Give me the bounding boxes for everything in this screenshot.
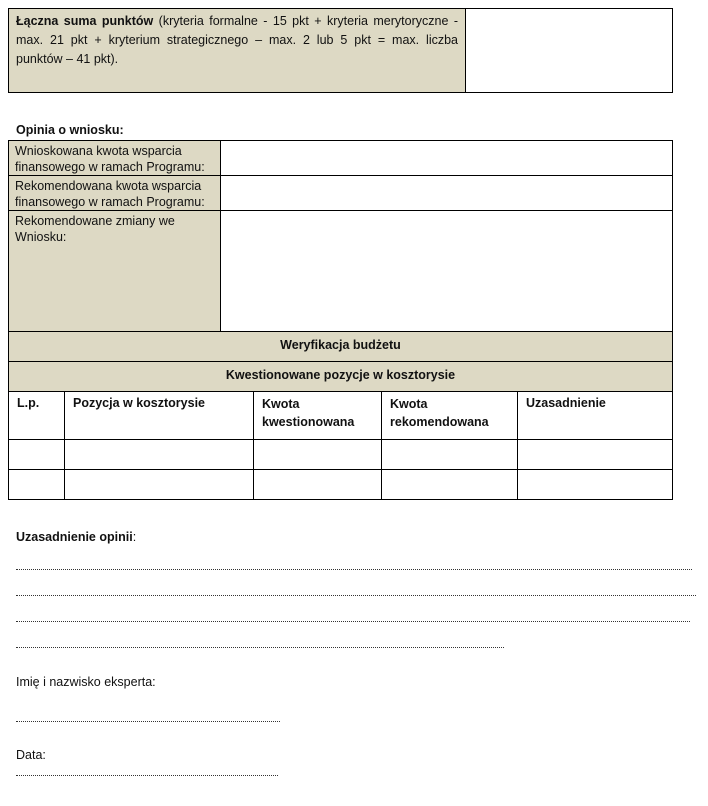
score-table: [8, 8, 673, 93]
table-row-2-lp[interactable]: [8, 469, 65, 500]
table-row-1-justification[interactable]: [517, 439, 673, 470]
table-row-1-position[interactable]: [64, 439, 254, 470]
col-header-lp: L.p.: [8, 391, 65, 440]
date-label: Data:: [16, 748, 46, 762]
budget-title: Weryfikacja budżetu: [8, 331, 673, 362]
requested-amount-label: Wnioskowana kwota wsparcia finansowego w ramach Programu:: [8, 140, 221, 176]
col-header-questioned-amount: Kwota kwestionowana: [253, 391, 382, 440]
justification-label: Uzasadnienie opinii:: [16, 530, 137, 544]
recommended-changes-label: Rekomendowane zmiany we Wniosku:: [8, 210, 221, 332]
recommended-changes-field[interactable]: [220, 210, 673, 332]
table-row-1-recommended[interactable]: [381, 439, 518, 470]
opinion-heading: Opinia o wniosku:: [16, 123, 124, 137]
table-row-2-justification[interactable]: [517, 469, 673, 500]
date-line[interactable]: [16, 775, 278, 776]
budget-subtitle: Kwestionowane pozycje w kosztorysie: [8, 361, 673, 392]
justification-line-2[interactable]: [16, 595, 696, 596]
score-label-cell: [9, 9, 466, 92]
col-header-recommended-amount: Kwota rekomendowana: [381, 391, 518, 440]
score-label-text: (kryteria formalne - 15 pkt + kryteria merytoryczne - max. 21 pkt + kryterium strategicznego – max. 2 lub 5 pkt = max. liczba punktów – 41 pkt).: [16, 14, 458, 66]
justification-line-3[interactable]: [16, 621, 690, 622]
expert-name-line[interactable]: [16, 721, 280, 722]
table-row-2-recommended[interactable]: [381, 469, 518, 500]
table-row-1-questioned[interactable]: [253, 439, 382, 470]
expert-name-label: Imię i nazwisko eksperta:: [16, 675, 156, 689]
recommended-amount-field[interactable]: [220, 175, 673, 211]
requested-amount-field[interactable]: [220, 140, 673, 176]
score-value-cell[interactable]: [466, 9, 672, 92]
table-row-2-questioned[interactable]: [253, 469, 382, 500]
table-row-2-position[interactable]: [64, 469, 254, 500]
col-header-justification: Uzasadnienie: [517, 391, 673, 440]
score-label-bold: Łączna suma punktów: [16, 14, 154, 28]
justification-line-1[interactable]: [16, 569, 692, 570]
table-row-1-lp[interactable]: [8, 439, 65, 470]
col-header-position: Pozycja w kosztorysie: [64, 391, 254, 440]
recommended-amount-label: Rekomendowana kwota wsparcia finansowego w ramach Programu:: [8, 175, 221, 211]
justification-line-4[interactable]: [16, 647, 504, 648]
